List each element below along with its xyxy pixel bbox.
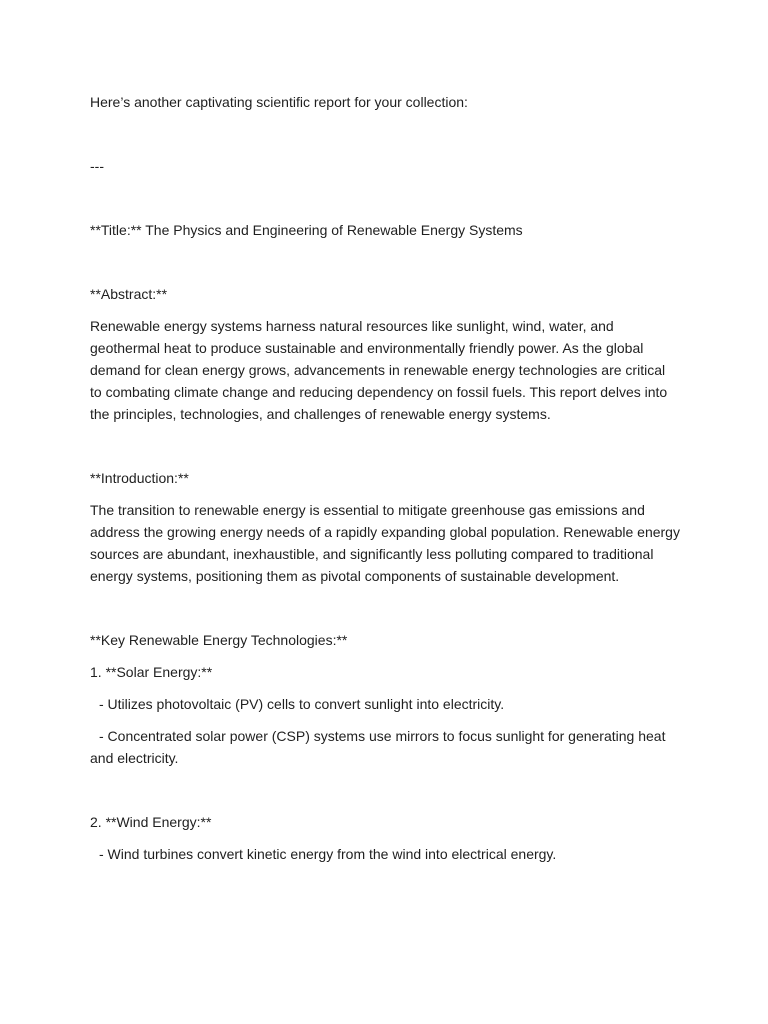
solar-point-pv: - Utilizes photovoltaic (PV) cells to convert sunlight into electricity. — [99, 696, 505, 712]
intro-line: Here’s another captivating scientific report for your collection: — [90, 94, 468, 110]
key-technologies-heading: **Key Renewable Energy Technologies:** — [90, 632, 348, 648]
wind-point-turbines: - Wind turbines convert kinetic energy from the wind into electrical energy. — [99, 846, 557, 862]
abstract-heading: **Abstract:** — [90, 286, 168, 302]
solar-point-csp-text: - Concentrated solar power (CSP) systems use mirrors to focus sunlight for generating heat and electricity. — [90, 728, 670, 766]
introduction-body: The transition to renewable energy is essential to mitigate greenhouse gas emissions and address the growing energy needs of a rapidly expanding global population. Renewable energy sources are abundant, inexhaustible, and significantly less polluting compared to traditional energy systems, positioning them as pivotal components of sustainable development. — [90, 502, 684, 584]
introduction-heading: **Introduction:** — [90, 470, 189, 486]
separator: --- — [90, 158, 104, 174]
abstract-body: Renewable energy systems harness natural resources like sunlight, wind, water, and geothermal heat to produce sustainable and environmentally friendly power. As the global demand for clean energy grows, advancements in renewable energy technologies are critical to combating climate change and reducing dependency on fossil fuels. This report delves into the principles, technologies, and challenges of renewable energy systems. — [90, 318, 672, 422]
solar-point-csp — [90, 725, 680, 769]
title-line: **Title:** The Physics and Engineering of Renewable Energy Systems — [90, 222, 523, 238]
solar-energy-heading: 1. **Solar Energy:** — [90, 664, 213, 680]
document-page — [90, 91, 684, 865]
wind-energy-heading: 2. **Wind Energy:** — [90, 814, 212, 830]
